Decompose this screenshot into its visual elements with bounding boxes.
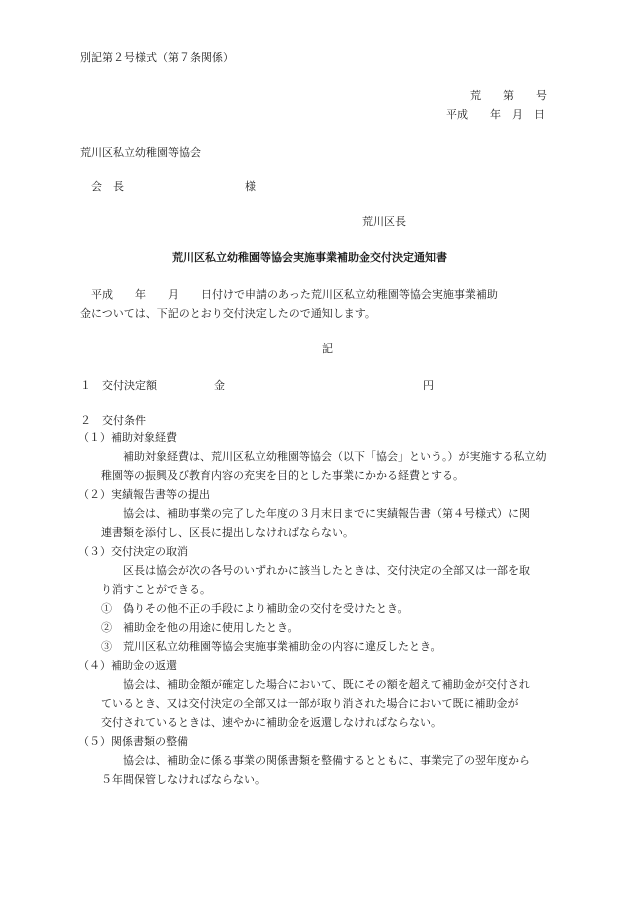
document-title: 荒川区私立幼稚園等協会実施事業補助金交付決定通知書 — [172, 251, 447, 264]
recipient-title: 会 長 様 — [91, 180, 256, 193]
conditions-section — [78, 428, 547, 789]
condition-text: 区長は協会が次の各号のいずれかに該当したときは、交付決定の全部又は一部を取 — [123, 564, 530, 577]
sender: 荒川区長 — [362, 215, 406, 228]
document-date: 平成 年 月 日 — [446, 108, 545, 121]
condition-text: り消すことができる。 — [101, 583, 211, 596]
condition-heading: （１）補助対象経費 — [78, 431, 177, 444]
condition-text: ５年間保管しなければならない。 — [101, 773, 266, 786]
document-number: 荒 第 号 — [470, 89, 547, 102]
item1-label: １ 交付決定額 — [80, 379, 157, 392]
item2-heading: ２ 交付条件 — [80, 414, 146, 427]
condition-text: 連書類を添付し、区長に提出しなければならない。 — [101, 526, 354, 539]
intro-paragraph — [80, 285, 498, 323]
condition-heading: （３）交付決定の取消 — [78, 545, 188, 558]
form-label: 別記第２号様式（第７条関係） — [80, 51, 234, 64]
condition-text: 稚園等の振興及び教育内容の充実を目的とした事業にかかる経費とする。 — [101, 469, 464, 482]
condition-text: 協会は、補助事業の完了した年度の３月末日までに実績報告書（第４号様式）に関 — [123, 507, 530, 520]
condition-heading: （２）実績報告書等の提出 — [78, 488, 210, 501]
intro-line: 平成 年 月 日付けで申請のあった荒川区私立幼稚園等協会実施事業補助 — [91, 288, 498, 301]
condition-subitem: ③ 荒川区私立幼稚園等協会実施事業補助金の内容に違反したとき。 — [101, 640, 442, 653]
item1-kin: 金 — [214, 379, 225, 392]
condition-subitem: ① 偽りその他不正の手段により補助金の交付を受けたとき。 — [101, 602, 409, 615]
condition-text: 協会は、補助金に係る事業の関係書類を整備するとともに、事業完了の翌年度から — [123, 754, 530, 767]
condition-text: 補助対象経費は、荒川区私立幼稚園等協会（以下「協会」という。）が実施する私立幼 — [123, 450, 547, 463]
condition-subitem: ② 補助金を他の用途に使用したとき。 — [101, 621, 299, 634]
condition-heading: （４）補助金の返還 — [78, 659, 177, 672]
condition-text: 交付されているときは、速やかに補助金を返還しなければならない。 — [101, 716, 442, 729]
condition-text: 協会は、補助金額が確定した場合において、既にその額を超えて補助金が交付され — [123, 678, 530, 691]
ki-mark: 記 — [322, 342, 333, 355]
item1-en: 円 — [423, 379, 434, 392]
condition-text: ているとき、又は交付決定の全部又は一部が取り消された場合において既に補助金が — [101, 697, 519, 710]
intro-line: 金については、下記のとおり交付決定したので通知します。 — [80, 307, 376, 320]
recipient-org: 荒川区私立幼稚園等協会 — [80, 146, 201, 159]
condition-heading: （５）関係書類の整備 — [78, 735, 188, 748]
